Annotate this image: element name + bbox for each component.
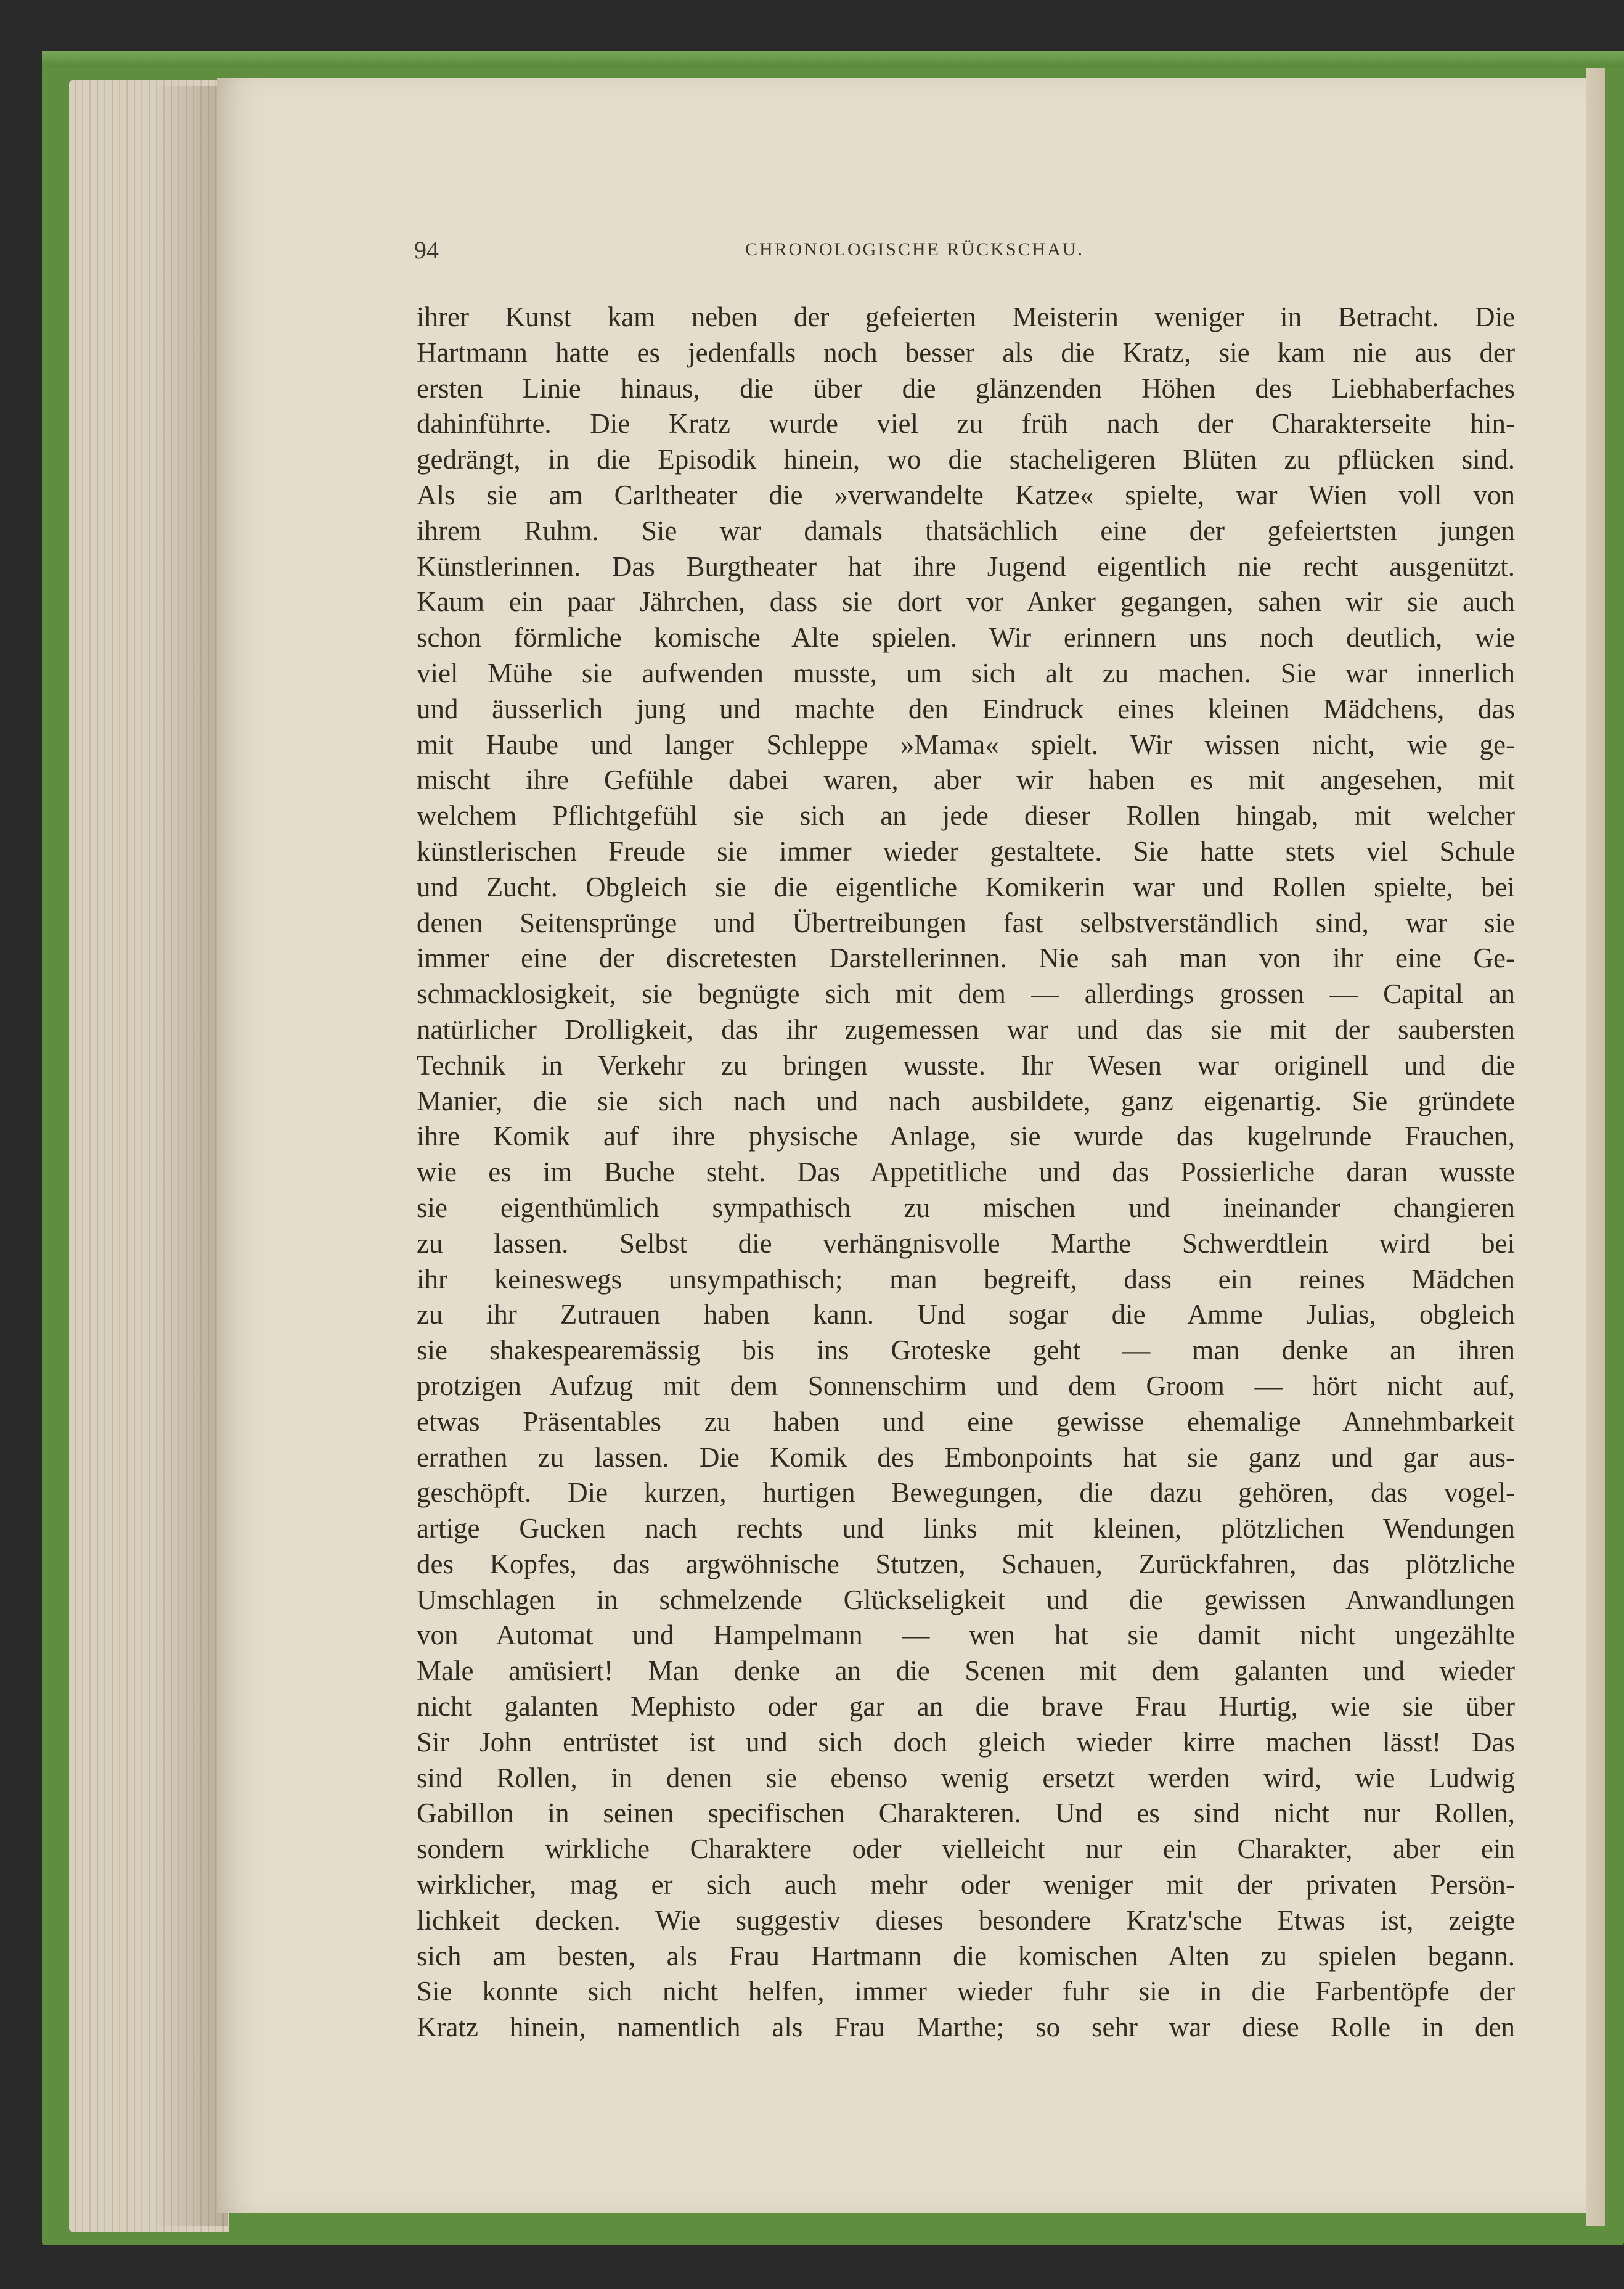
text-line: geschöpft. Die kurzen, hurtigen Bewegungen, die dazu gehören, das vogel- <box>417 1477 1515 1509</box>
text-line: zu lassen. Selbst die verhängnisvolle Marthe Schwerdtlein wird bei <box>417 1227 1515 1259</box>
page-number: 94 <box>414 236 439 264</box>
text-line: denen Seitensprünge und Übertreibungen fast selbstverständlich sind, war sie <box>417 907 1515 938</box>
text-line: immer eine der discretesten Darstellerinnen. Nie sah man von ihr eine Ge- <box>417 943 1515 974</box>
text-line: Sir John entrüstet ist und sich doch gleich wieder kirre machen lässt! Das <box>417 1726 1515 1758</box>
text-line: Technik in Verkehr zu bringen wusste. Ihr Wesen war originell und die <box>417 1049 1515 1081</box>
text-line: natürlicher Drolligkeit, das ihr zugemessen war und das sie mit der saubersten <box>417 1013 1515 1045</box>
text-line: ihrer Kunst kam neben der gefeierten Meisterin weniger in Betracht. Die <box>417 301 1515 332</box>
text-line: errathen zu lassen. Die Komik des Embonpoints hat sie ganz und gar aus- <box>417 1441 1515 1473</box>
text-line: künstlerischen Freude sie immer wieder gestaltete. Sie hatte stets viel Schule <box>417 835 1515 867</box>
running-title: CHRONOLOGISCHE RÜCKSCHAU. <box>745 239 1085 260</box>
text-line: von Automat und Hampelmann — wen hat sie damit nicht ungezählte <box>417 1619 1515 1651</box>
text-line: etwas Präsentables zu haben und eine gewisse ehemalige Annehmbarkeit <box>417 1406 1515 1437</box>
text-line: gedrängt, in die Episodik hinein, wo die stacheligeren Blüten zu pflücken sind. <box>417 444 1515 475</box>
text-line: nicht galanten Mephisto oder gar an die brave Frau Hurtig, wie sie über <box>417 1691 1515 1722</box>
page-right-edge <box>1586 68 1605 2226</box>
cover-top-edge <box>42 51 1624 67</box>
text-line: und äusserlich jung und machte den Eindruck eines kleinen Mädchens, das <box>417 693 1515 724</box>
text-line: protzigen Aufzug mit dem Sonnenschirm und dem Groom — hört nicht auf, <box>417 1370 1515 1401</box>
text-line: ihr keineswegs unsympathisch; man begreift, dass ein reines Mädchen <box>417 1263 1515 1295</box>
text-line: wirklicher, mag er sich auch mehr oder weniger mit der privaten Persön- <box>417 1869 1515 1901</box>
text-line: viel Mühe sie aufwenden musste, um sich alt zu machen. Sie war innerlich <box>417 657 1515 689</box>
text-line: ihre Komik auf ihre physische Anlage, sie wurde das kugelrunde Frauchen, <box>417 1121 1515 1152</box>
text-line: artige Gucken nach rechts und links mit kleinen, plötzlichen Wendungen <box>417 1513 1515 1544</box>
text-line: schon förmliche komische Alte spielen. Wir erinnern uns noch deutlich, wie <box>417 622 1515 653</box>
text-line: zu ihr Zutrauen haben kann. Und sogar die Amme Julias, obgleich <box>417 1299 1515 1330</box>
text-line: sie shakespearemässig bis ins Groteske geht — man denke an ihren <box>417 1335 1515 1366</box>
text-line: Umschlagen in schmelzende Glückseligkeit und die gewissen Anwandlungen <box>417 1584 1515 1615</box>
text-line: schmacklosigkeit, sie begnügte sich mit dem — allerdings grossen — Capital an <box>417 978 1515 1010</box>
text-line: Kaum ein paar Jährchen, dass sie dort vor Anker gegangen, sahen wir sie auch <box>417 586 1515 618</box>
text-line: Male amüsiert! Man denke an die Scenen mit dem galanten und wieder <box>417 1655 1515 1687</box>
text-line: Kratz hinein, namentlich als Frau Marthe; so sehr war diese Rolle in den <box>417 2012 1515 2043</box>
text-line: Sie konnte sich nicht helfen, immer wieder fuhr sie in die Farbentöpfe der <box>417 1976 1515 2007</box>
text-line: des Kopfes, das argwöhnische Stutzen, Schauen, Zurückfahren, das plötzliche <box>417 1548 1515 1579</box>
body-text <box>417 300 1515 2045</box>
text-line: ihrem Ruhm. Sie war damals thatsächlich eine der gefeiertsten jungen <box>417 515 1515 546</box>
text-line: Gabillon in seinen specifischen Charakteren. Und es sind nicht nur Rollen, <box>417 1798 1515 1829</box>
text-line: sind Rollen, in denen sie ebenso wenig ersetzt werden wird, wie Ludwig <box>417 1762 1515 1793</box>
text-line: sich am besten, als Frau Hartmann die komischen Alten zu spielen begann. <box>417 1940 1515 1972</box>
text-line: welchem Pflichtgefühl sie sich an jede dieser Rollen hingab, mit welcher <box>417 800 1515 832</box>
text-line: sie eigenthümlich sympathisch zu mischen und ineinander changieren <box>417 1192 1515 1223</box>
text-line: Manier, die sie sich nach und nach ausbildete, ganz eigenartig. Sie gründete <box>417 1085 1515 1116</box>
text-line: mit Haube und langer Schleppe »Mama« spielt. Wir wissen nicht, wie ge- <box>417 729 1515 760</box>
running-head <box>414 235 1415 272</box>
text-line: Als sie am Carltheater die »verwandelte Katze« spielte, war Wien voll von <box>417 479 1515 510</box>
text-line: wie es im Buche steht. Das Appetitliche und das Possierliche daran wusste <box>417 1157 1515 1188</box>
text-line: Hartmann hatte es jedenfalls noch besser als die Kratz, sie kam nie aus der <box>417 337 1515 368</box>
text-line: und Zucht. Obgleich sie die eigentliche Komikerin war und Rollen spielte, bei <box>417 871 1515 903</box>
text-line: Künstlerinnen. Das Burgtheater hat ihre Jugend eigentlich nie recht ausgenützt. <box>417 551 1515 582</box>
text-line: sondern wirkliche Charaktere oder vielleicht nur ein Charakter, aber ein <box>417 1833 1515 1865</box>
text-line: ersten Linie hinaus, die über die glänzenden Höhen des Liebhaberfaches <box>417 372 1515 404</box>
text-line: lichkeit decken. Wie suggestiv dieses besondere Kratz'sche Etwas ist, zeigte <box>417 1904 1515 1936</box>
text-line: mischt ihre Gefühle dabei waren, aber wir haben es mit angesehen, mit <box>417 764 1515 796</box>
text-line: dahinführte. Die Kratz wurde viel zu früh nach der Charakterseite hin- <box>417 408 1515 440</box>
